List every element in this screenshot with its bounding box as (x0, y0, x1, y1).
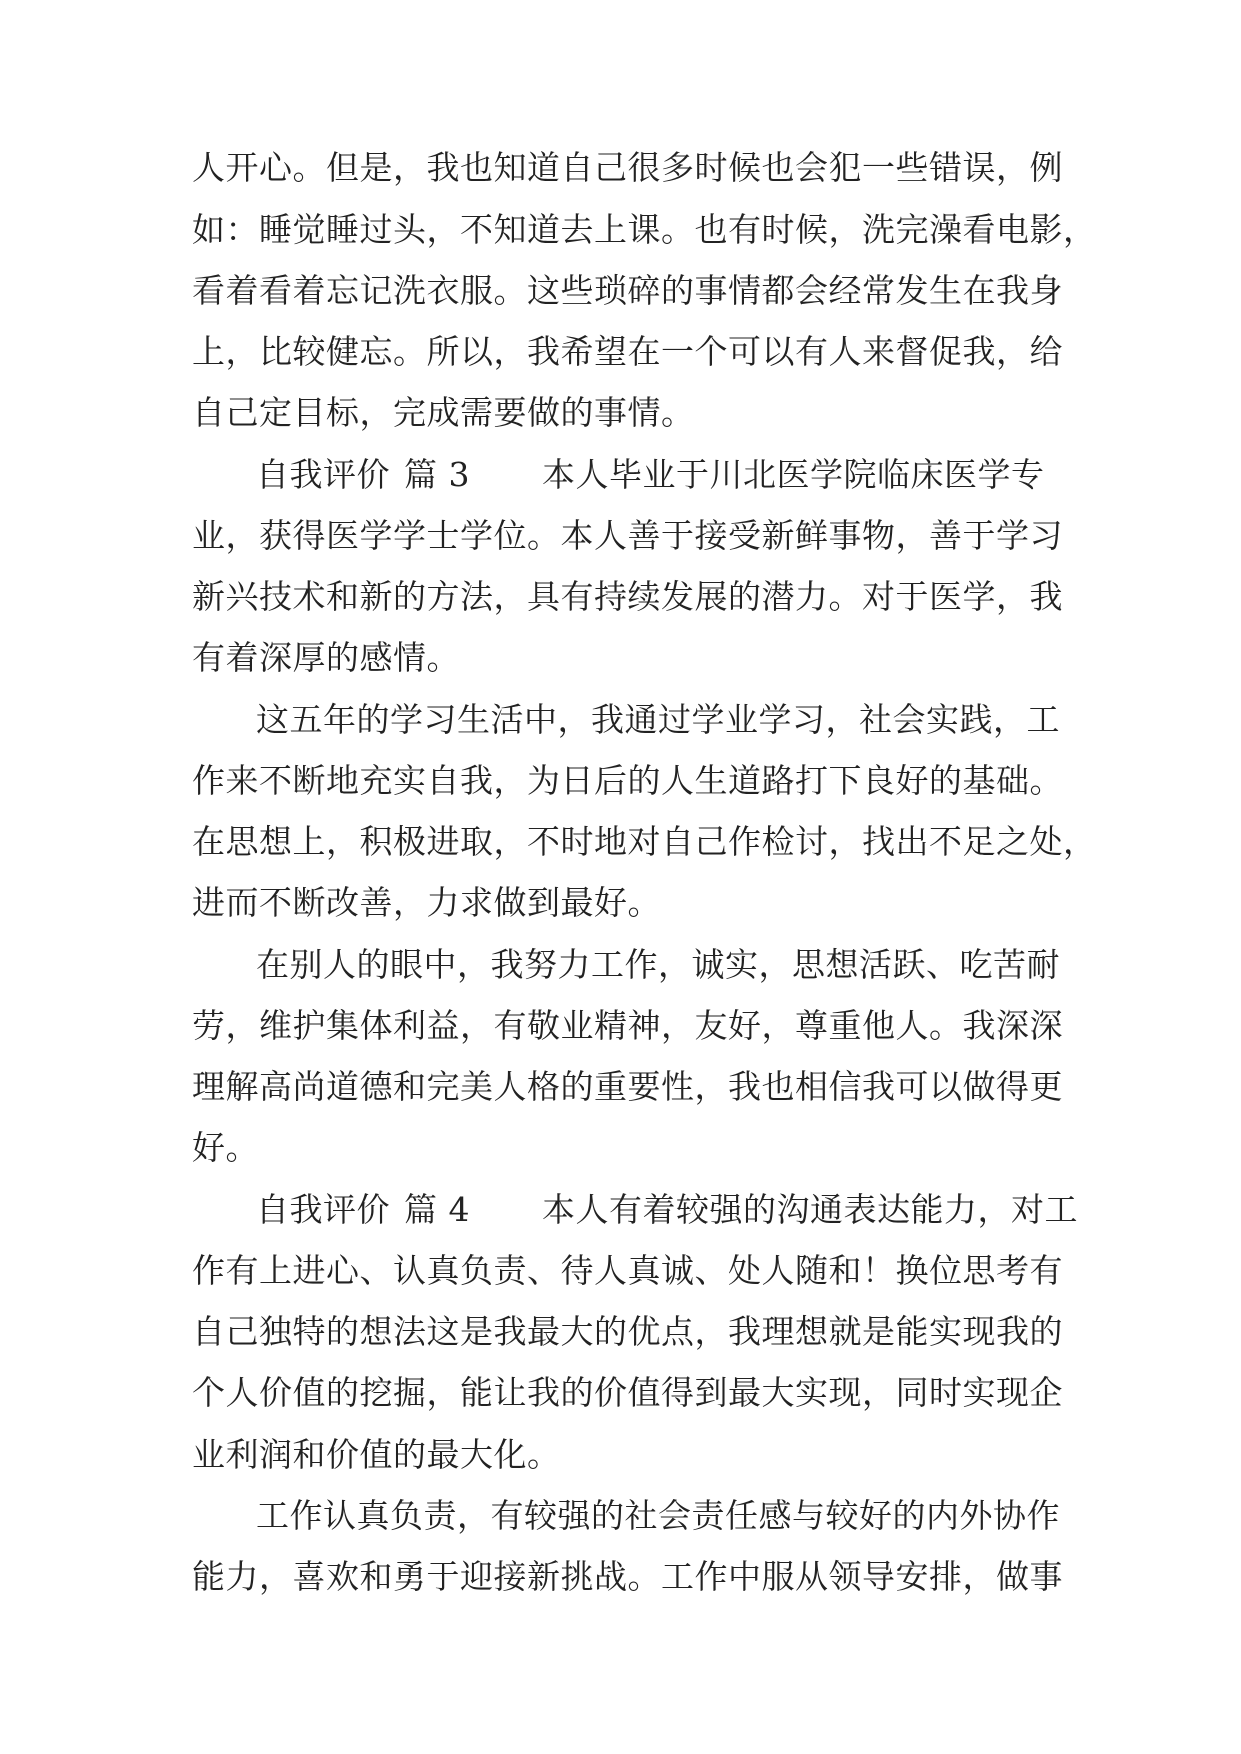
paragraph-line: 人开心。但是，我也知道自己很多时候也会犯一些错误，例 (192, 148, 1063, 187)
section-4-heading-line (256, 1190, 1078, 1230)
paragraph-line: 业，获得医学学士学位。本人善于接受新鲜事物，善于学习 (192, 516, 1063, 555)
paragraph-line: 看着看着忘记洗衣服。这些琐碎的事情都会经常发生在我身 (192, 271, 1063, 310)
paragraph-line: 这五年的学习生活中，我通过学业学习，社会实践，工 (256, 700, 1060, 739)
paragraph-line: 自己独特的想法这是我最大的优点，我理想就是能实现我的 (192, 1312, 1063, 1351)
section-4-intro-text: 本人有着较强的沟通表达能力，对工 (542, 1190, 1078, 1229)
paragraph-line: 劳，维护集体利益，有敬业精神，友好，尊重他人。我深深 (192, 1006, 1063, 1045)
section-4-title: 自我评价 (256, 1190, 390, 1229)
section-3-heading-line (256, 455, 1045, 495)
section-3-title: 自我评价 (256, 455, 390, 494)
paragraph-line: 在别人的眼中，我努力工作，诚实，思想活跃、吃苦耐 (256, 945, 1060, 984)
paragraph-line: 上，比较健忘。所以，我希望在一个可以有人来督促我，给 (192, 332, 1063, 371)
paragraph-line: 有着深厚的感情。 (192, 638, 460, 677)
paragraph-line: 作有上进心、认真负责、待人真诚、处人随和！换位思考有 (192, 1251, 1063, 1290)
paragraph-line: 能力，喜欢和勇于迎接新挑战。工作中服从领导安排，做事 (192, 1557, 1063, 1596)
section-3-intro-text: 本人毕业于川北医学院临床医学专 (542, 455, 1045, 494)
paragraph-line: 个人价值的挖掘，能让我的价值得到最大实现，同时实现企 (192, 1373, 1063, 1412)
paragraph-line: 作来不断地充实自我，为日后的人生道路打下良好的基础。 (192, 761, 1063, 800)
section-3-label: 篇 3 (404, 455, 470, 494)
paragraph-line: 工作认真负责，有较强的社会责任感与较好的内外协作 (256, 1496, 1060, 1535)
paragraph-line: 新兴技术和新的方法，具有持续发展的潜力。对于医学，我 (192, 577, 1063, 616)
paragraph-line: 如：睡觉睡过头，不知道去上课。也有时候，洗完澡看电影， (192, 210, 1097, 249)
paragraph-line: 在思想上，积极进取，不时地对自己作检讨，找出不足之处， (192, 822, 1097, 861)
paragraph-line: 进而不断改善，力求做到最好。 (192, 883, 661, 922)
section-4-label: 篇 4 (404, 1190, 470, 1229)
paragraph-line: 理解高尚道德和完美人格的重要性，我也相信我可以做得更 (192, 1067, 1063, 1106)
paragraph-line: 业利润和价值的最大化。 (192, 1435, 561, 1474)
paragraph-line: 好。 (192, 1128, 259, 1167)
paragraph-line: 自己定目标，完成需要做的事情。 (192, 393, 695, 432)
